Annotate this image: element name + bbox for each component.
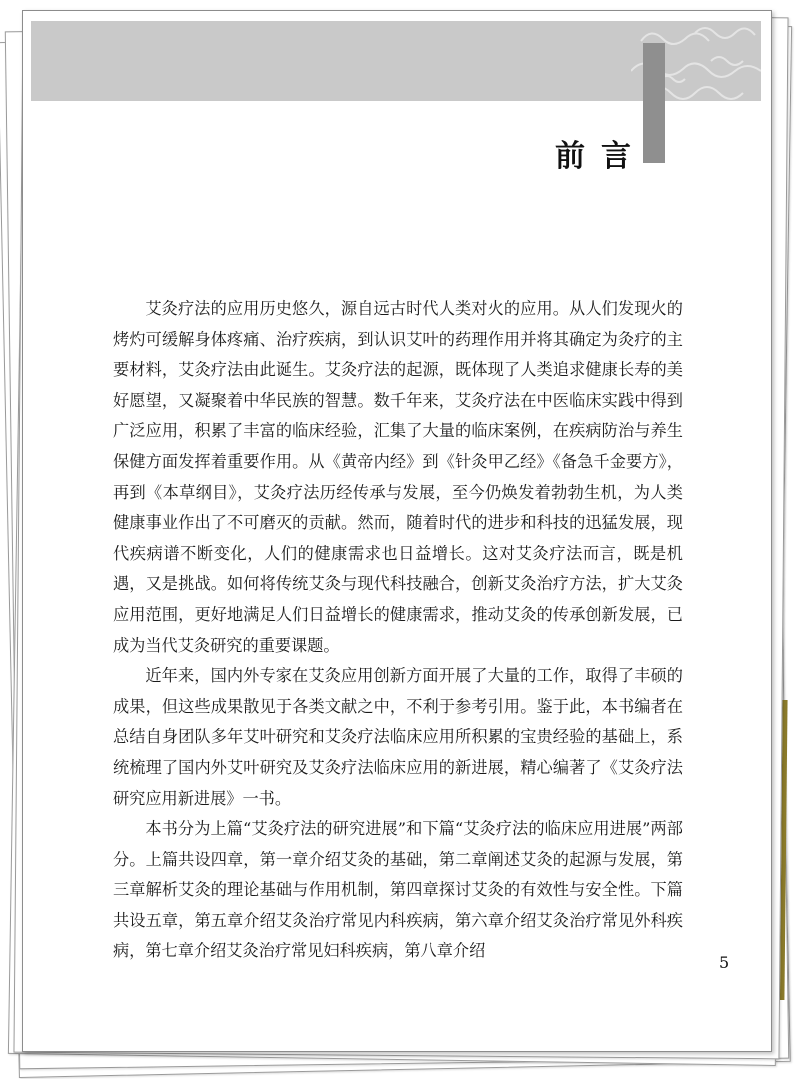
paragraph: 艾灸疗法的应用历史悠久，源自远古时代人类对火的应用。从人们发现火的烤灼可缓解身体疼痛、治疗疾病，到认识艾叶的药理作用并将其确定为灸疗的主要材料，艾灸疗法由此诞生。艾灸疗法的起源，既体现了人类追求健康长寿的美好愿望，又凝聚着中华民族的智慧。数千年来，艾灸疗法在中医临床实践中得到广泛应用，积累了丰富的临床经验，汇集了大量的临床案例，在疾病防治与养生保健方面发挥着重要作用。从《黄帝内经》到《针灸甲乙经》《备急千金要方》，再到《本草纲目》，艾灸疗法历经传承与发展，至今仍焕发着勃勃生机，为人类健康事业作出了不可磨灭的贡献。然而，随着时代的进步和科技的迅猛发展，现代疾病谱不断变化，人们的健康需求也日益增长。这对艾灸疗法而言，既是机遇，又是挑战。如何将传统艾灸与现代科技融合，创新艾灸治疗方法，扩大艾灸应用范围，更好地满足人们日益增长的健康需求，推动艾灸的传承创新发展，已成为当代艾灸研究的重要课题。 (113, 299, 683, 655)
paragraph: 近年来，国内外专家在艾灸应用创新方面开展了大量的工作，取得了丰硕的成果，但这些成果散见于各类文献之中，不利于参考引用。鉴于此，本书编者在总结自身团队多年艾叶研究和艾灸疗法临床应用所积累的宝贵经验的基础上，系统梳理了国内外艾叶研究及艾灸疗法临床应用的新进展，精心编著了《艾灸疗法研究应用新进展》一书。 (113, 666, 683, 808)
page-number: 5 (719, 953, 730, 972)
page-title: 前言 (555, 139, 647, 174)
document-page (22, 10, 772, 1052)
paragraph: 本书分为上篇“艾灸疗法的研究进展”和下篇“艾灸疗法的临床应用进展”两部分。上篇共设四章，第一章介绍艾灸的基础，第二章阐述艾灸的起源与发展，第三章解析艾灸的理论基础与作用机制，第四章探讨艾灸的有效性与安全性。下篇共设五章，第五章介绍艾灸治疗常见内科疾病，第六章介绍艾灸治疗常见外科疾病，第七章介绍艾灸治疗常见妇科疾病，第八章介绍 (113, 819, 683, 961)
body-text (113, 294, 683, 967)
